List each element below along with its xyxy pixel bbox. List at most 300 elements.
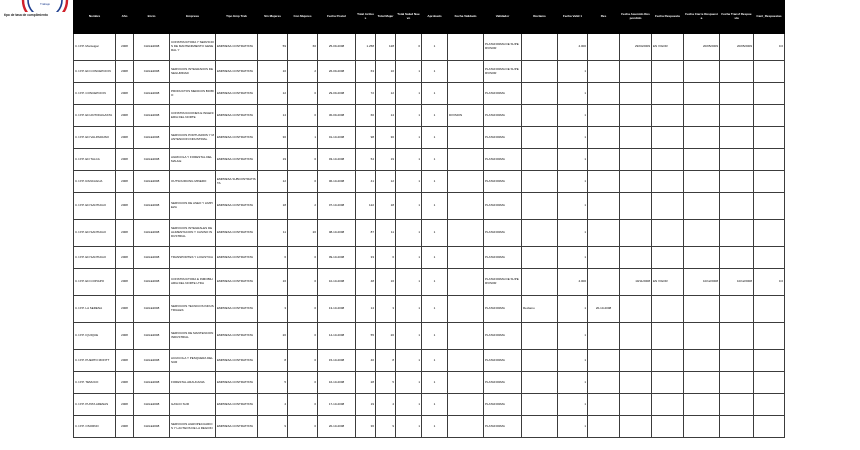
table-cell: 3 [376,296,396,323]
table-cell: 18 [258,193,288,220]
table-cell: EMPRESA CONTRATISTA [216,269,258,296]
table-cell [684,193,720,220]
table-row [74,220,785,247]
table-cell: EMPRESA CONTRATISTA [216,416,258,438]
table-cell [754,127,785,149]
table-cell: PLATAFORMA [484,171,522,193]
table-cell: 1 [422,193,448,220]
table-cell: PLATAFORMA [484,296,522,323]
table-row [74,34,785,61]
table-cell: SERVICIOS PORTUARIOS Y MANTENCION INDUSTRIAL [170,127,216,149]
table-cell: C.I.P.P. PUNTA ARENAS [74,394,116,416]
table-cell [652,193,684,220]
table-cell: PLATAFORMA [484,350,522,372]
table-cell [448,394,484,416]
table-cell: PLATAFORMA [484,394,522,416]
column-header: Año [116,1,134,34]
table-cell: 0 [288,394,318,416]
table-row [74,350,785,372]
table-row [74,61,785,83]
table-cell: 12 [258,83,288,105]
table-cell: SERVICIOS AGROPECUARIOS Y LACTEOS DE LA REGION [170,416,216,438]
table-cell: 2008 [116,372,134,394]
table-cell: 20/05/2009 [684,34,720,61]
table-cell: 30 [258,127,288,149]
table-cell: 1 [422,372,448,394]
table-cell: C.I.P.P. EN SANTIAGO [74,193,116,220]
table-cell: 2008 [116,416,134,438]
table-cell [652,296,684,323]
table-cell: 12 [376,171,396,193]
table-cell [522,34,558,61]
table-cell: 1 [396,296,422,323]
table-cell [448,247,484,269]
table-cell [652,247,684,269]
table-cell: 3 [258,296,288,323]
table-cell [720,171,754,193]
table-cell: 1 [422,416,448,438]
table-cell: 2 [288,61,318,83]
table-cell: 0 [288,83,318,105]
table-cell: 01-10-2008 [318,127,356,149]
table-cell [448,372,484,394]
table-cell: EMPRESA CONTRATISTA [216,83,258,105]
table-cell [448,350,484,372]
table-cell: C.I.P.P. PUERTO MONTT [74,350,116,372]
table-cell: 18 [376,193,396,220]
table-cell [522,127,558,149]
table-cell: 8 [258,350,288,372]
table-cell: 1 [396,105,422,127]
table-cell [652,61,684,83]
table-cell [522,83,558,105]
table-cell: 2 [288,193,318,220]
table-cell: 20/05/2009 [720,34,754,61]
table-cell: 0.0 [754,34,785,61]
table-cell: Reclamo [522,296,558,323]
table-cell: 2008 [116,323,134,350]
table-cell [720,83,754,105]
table-cell: 1 [558,127,588,149]
table-cell: 8 [376,350,396,372]
table-cell: 0 [288,171,318,193]
table-cell [620,323,652,350]
table-cell: 5 [258,372,288,394]
table-cell: 2008 [116,193,134,220]
table-cell: C.I.P.P. IQUIQUE [74,323,116,350]
table-cell: 1 [558,220,588,247]
table-cell [684,171,720,193]
table-cell: 1 [396,416,422,438]
column-header: Reclamo [522,1,558,34]
table-cell: 4 [258,394,288,416]
table-cell [684,296,720,323]
table-cell: FORESTAL ARAUCANIA [170,372,216,394]
table-cell: 1 [558,105,588,127]
table-header-row [74,1,785,34]
table-cell: SERVICIOS INTEGRALES DE ALIMENTACION Y CASINO INDUSTRIAL [170,220,216,247]
column-header: Total Mujer [376,1,396,34]
report-table-container [73,0,784,448]
table-cell [522,149,558,171]
table-cell [588,350,620,372]
table-body [74,34,785,438]
table-cell: 1 [558,372,588,394]
table-cell: 1 [396,127,422,149]
table-cell: 1 [422,83,448,105]
table-cell: 1 [396,269,422,296]
table-cell: 1 [558,416,588,438]
table-cell: 16 [376,269,396,296]
table-cell [448,220,484,247]
table-cell [522,61,558,83]
table-cell: PLATAFORMA [484,83,522,105]
table-cell [684,105,720,127]
table-cell: 09-10-2008 [318,247,356,269]
table-cell: SERVICIOS DE MANTENCION INDUSTRIAL [170,323,216,350]
table-cell: 0 [288,247,318,269]
table-cell: 4.000 [558,269,588,296]
table-cell: 2008 [116,394,134,416]
table-cell [754,323,785,350]
table-cell: 4.000 [558,34,588,61]
table-cell: 1 [396,323,422,350]
table-cell: 12 [258,171,288,193]
table-cell: PLATAFORMA [484,149,522,171]
table-cell: 0 [396,34,422,61]
table-cell: 29-09-2008 [318,83,356,105]
table-cell [588,394,620,416]
table-cell: TRANSPORTES Y LOGISTICA [170,247,216,269]
table-cell: 2008 [116,269,134,296]
table-cell [522,269,558,296]
table-cell [652,127,684,149]
table-cell [588,83,620,105]
table-row [74,394,785,416]
table-cell [448,323,484,350]
table-row [74,323,785,350]
table-cell: EMPRESA CONTRATISTA [216,350,258,372]
table-cell [588,127,620,149]
table-cell: 0 [288,296,318,323]
table-cell: 20-10-2008 [318,416,356,438]
table-cell: C.I.P.P. EN SANTIAGO [74,247,116,269]
table-cell [754,296,785,323]
table-cell: C.I.P.P. Monteigar [74,34,116,61]
table-cell: 55 [356,323,376,350]
table-cell: 1 [558,171,588,193]
table-cell [588,372,620,394]
table-cell: 5 [376,372,396,394]
table-cell: CHILE2008 [134,350,170,372]
table-cell: CHILE2008 [134,127,170,149]
table-cell: CHILE2008 [134,83,170,105]
table-row [74,193,785,220]
table-cell: 63 [356,61,376,83]
table-cell [522,416,558,438]
table-cell: CHILE2008 [134,296,170,323]
table-cell: 19 [258,149,288,171]
table-cell [620,372,652,394]
table-cell: CHILE2008 [134,193,170,220]
column-header: Res [588,1,620,34]
table-cell: EMPRESA CONTRATISTA [216,323,258,350]
table-cell: CHILE2008 [134,416,170,438]
table-cell: CHILE2008 [134,34,170,61]
table-cell: 1 [558,296,588,323]
table-cell [684,372,720,394]
table-cell: PLATAFORMA [484,105,522,127]
table-cell [684,83,720,105]
table-cell: 2008 [116,61,134,83]
table-cell [620,171,652,193]
table-cell: 1 [422,127,448,149]
table-cell: 1.258 [356,34,376,61]
table-cell: OUTSOURCING MINERO [170,171,216,193]
table-cell: 2008 [116,247,134,269]
table-cell [754,83,785,105]
table-cell [522,247,558,269]
table-cell: ACUICOLA Y PESQUERA DEL SUR [170,350,216,372]
table-cell [684,323,720,350]
table-cell: 0 [288,372,318,394]
table-cell [620,416,652,438]
table-cell [588,34,620,61]
table-cell: 48 [356,269,376,296]
table-cell: 0 [288,105,318,127]
table-cell [448,269,484,296]
table-cell: 10 [258,61,288,83]
table-cell: 13-10-2008 [318,296,356,323]
table-cell: 1 [422,171,448,193]
table-cell: 9 [376,416,396,438]
table-cell: 1 [558,149,588,171]
table-cell: SERVICIOS INTEGRADOS DE SEGURIDAD [170,61,216,83]
table-cell [620,61,652,83]
table-cell: C.I.P.P. EN ANTOFAGASTA [74,105,116,127]
table-cell [754,247,785,269]
table-cell: 1 [396,350,422,372]
table-cell: EMPRESA SUBCONTRATISTA [216,171,258,193]
table-cell: 0 [288,416,318,438]
table-cell: EMPRESA CONTRATISTA [216,61,258,83]
table-row [74,105,785,127]
table-cell: 15-10-2008 [318,350,356,372]
table-cell: C.I.P.P. EN SANTIAGO [74,220,116,247]
table-cell: PLATAFORMA [484,323,522,350]
table-cell [684,247,720,269]
table-row [74,416,785,438]
table-cell [652,83,684,105]
table-cell: EMPRESA CONTRATISTA [216,149,258,171]
table-cell: 66 [288,34,318,61]
table-cell: C.I.P.P. EN COPIAPO [74,269,116,296]
table-cell: 66 [356,105,376,127]
table-cell [684,127,720,149]
table-row [74,247,785,269]
table-cell: CHILE2008 [134,105,170,127]
table-cell: CHILE2008 [134,149,170,171]
table-cell: CHILE2008 [134,269,170,296]
column-header: Fecha Validado [448,1,484,34]
table-cell: 11 [258,220,288,247]
table-cell: 14 [356,296,376,323]
table-cell: 20-10-2008 [588,296,620,323]
table-cell: 1 [396,372,422,394]
table-cell [620,149,652,171]
table-cell: CONSTRUCCIONES E INGENIERIA DEL NORTE [170,105,216,127]
table-cell: EMPRESA CONTRATISTA [216,296,258,323]
table-cell: EMPRESA CONTRATISTA [216,193,258,220]
table-cell: PLATAFORMA DE SUPERVISOR [484,61,522,83]
table-cell [522,372,558,394]
table-cell: 1 [422,105,448,127]
table-cell: C.I.P.P. LA SERENA [74,296,116,323]
table-cell: 33 [356,247,376,269]
table-cell: C.I.P.P. EN VALPARAISO [74,127,116,149]
table-cell: 1 [558,350,588,372]
table-cell: 20 [288,220,318,247]
table-cell [720,323,754,350]
table-row [74,372,785,394]
table-cell: EN VIGOR [652,269,684,296]
table-cell: 1 [396,83,422,105]
table-cell: 28 [356,372,376,394]
table-cell: CONSTRUCTORA E INMOBILIARIA DEL NORTE LTDA [170,269,216,296]
table-cell: 1 [558,61,588,83]
table-cell: 1 [422,269,448,296]
table-cell [652,220,684,247]
table-cell [620,247,652,269]
table-cell: 10 [376,61,396,83]
table-cell: 1 [288,127,318,149]
table-cell [522,220,558,247]
table-cell [448,416,484,438]
table-cell [620,394,652,416]
table-cell [754,394,785,416]
logo [20,0,70,12]
table-cell [684,61,720,83]
table-cell [754,193,785,220]
table-cell [620,296,652,323]
column-header: Fecha Transf Respuesta [720,1,754,34]
table-cell: CHILE2008 [134,61,170,83]
table-cell: 2008 [116,105,134,127]
table-cell [522,323,558,350]
table-cell [522,350,558,372]
table-cell: 2008 [116,34,134,61]
table-cell: PLATAFORMA DE SUPERVISOR [484,269,522,296]
column-header: Fecha Respuesta [652,1,684,34]
column-header: Validador [484,1,522,34]
table-cell [684,416,720,438]
table-cell [652,372,684,394]
table-cell [620,105,652,127]
table-cell [754,171,785,193]
table-row [74,171,785,193]
table-cell: 11 [376,220,396,247]
table-cell: 14 [376,105,396,127]
table-cell: 87 [356,220,376,247]
column-header: Fecha Cierre Respuesta [684,1,720,34]
table-cell [448,149,484,171]
table-cell: C.I.P.P. TEMUCO [74,372,116,394]
table-cell [448,34,484,61]
table-cell [588,193,620,220]
table-cell: 1 [422,296,448,323]
table-cell: 40 [356,350,376,372]
table-cell [652,416,684,438]
table-row [74,296,785,323]
table-row [74,83,785,105]
table-cell [588,220,620,247]
table-cell: C.I.P.P. OSORNO [74,416,116,438]
column-header: Inicio [134,1,170,34]
table-cell: 2008 [116,83,134,105]
table-cell: 29/04/2009 [620,34,652,61]
table-cell: EMPRESA CONTRATISTA [216,127,258,149]
logo-subtitle: tipo de tasa de cumplimiento [4,13,48,17]
table-cell: SERVICIOS TECNICOS INDUSTRIALES [170,296,216,323]
table-cell [754,220,785,247]
table-cell: CHILE2008 [134,220,170,247]
table-cell: 30-09-2008 [318,105,356,127]
table-cell: 0 [288,323,318,350]
table-cell: 1 [396,247,422,269]
table-cell: EMPRESA CONTRATISTA [216,394,258,416]
table-cell: 1 [396,193,422,220]
table-cell: 2008 [116,127,134,149]
table-cell: 1 [422,220,448,247]
column-header: Tipo Emp Trab [216,1,258,34]
table-cell [652,394,684,416]
table-cell: EMPRESA CONTRATISTA [216,372,258,394]
table-cell: 10-10-2008 [318,269,356,296]
table-cell [684,350,720,372]
table-cell: 128 [376,34,396,61]
table-cell: 4 [376,394,396,416]
table-cell: 1 [396,149,422,171]
table-cell [720,416,754,438]
column-header: Sin Mujeres [258,1,288,34]
table-cell [588,323,620,350]
table-cell: CHILE2008 [134,171,170,193]
table-cell: CHILE2008 [134,247,170,269]
table-cell: 1 [558,323,588,350]
table-cell [652,171,684,193]
table-cell [620,193,652,220]
table-cell: 98 [356,127,376,149]
table-cell [720,296,754,323]
table-cell: SERVICIOS DE ASEO Y LIMPIEZA [170,193,216,220]
table-cell [720,350,754,372]
table-cell: 30 [376,127,396,149]
table-cell: 59 [258,34,288,61]
table-cell: CHILE2008 [134,372,170,394]
table-cell [448,127,484,149]
table-cell: 19 [376,149,396,171]
table-cell [522,171,558,193]
table-cell: 14 [258,105,288,127]
column-header: Fecha Postul [318,1,356,34]
table-cell: 19 [356,394,376,416]
column-header: Aprobado [422,1,448,34]
table-cell [684,394,720,416]
table-cell: 1 [396,171,422,193]
table-cell: 1 [558,394,588,416]
table-cell: EN VIGOR [652,34,684,61]
table-cell: EMPRESA CONTRATISTA [216,105,258,127]
